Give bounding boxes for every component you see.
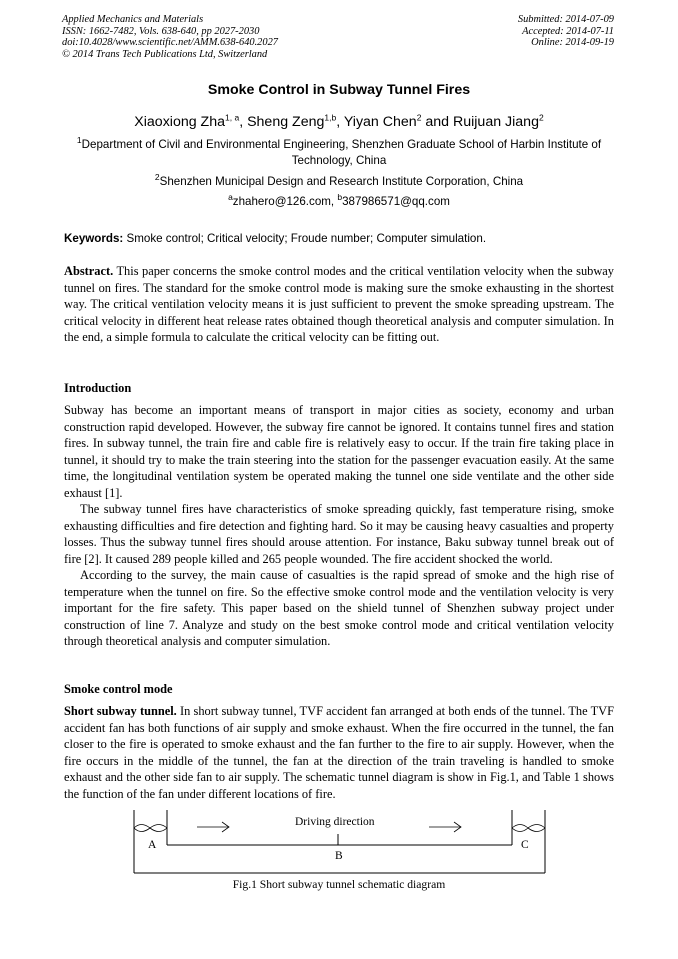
author-separator: , (239, 114, 248, 130)
email-address: 387986571@qq.com (342, 195, 450, 208)
author-emails (0, 192, 678, 208)
author-affiliation-mark: 1,b (324, 112, 337, 123)
affiliation-2 (64, 174, 614, 190)
author-affiliation-mark: 1, a (225, 112, 240, 123)
abstract-text: This paper concerns the smoke control modes and the critical ventilation velocity when the subway tunnel on fires. The standard for the smoke control mode is making sure the smoke exhausting in the shortest way. The critical ventilation velocity means it is just sufficient to prevent the smoke spreading upstream. The critical velocity in different heat release rates obtained though theoretical analysis and computer simulation. In the end, a simple formula to calculate the critical velocity can be fitting out. (64, 264, 614, 344)
direction-arrow-left-icon (197, 822, 229, 832)
journal-issn: ISSN: 1662-7482, Vols. 638-640, pp 2027-2030 (62, 25, 260, 37)
email-mark: a (228, 192, 233, 203)
keywords (64, 232, 616, 245)
introduction-heading: Introduction (64, 381, 132, 395)
figure-caption: Fig.1 Short subway tunnel schematic diagram (232, 878, 446, 891)
intro-paragraph-1: Subway has become an important means of transport in major cities as society, economy and urban construction rapid developed. However, the subway fire cannot be ignored. It contains tunnel fires and station fires. In subway tunnel, the train fire and cable fire is relatively easy to occur. If the train fire taking place in tunnel, it should try to make the train steering into the station for the passenger evacuation easily. At the same time, the longitudinal ventilation system be operated making the tunnel one side ventilate and the other side exhaust [1]. (64, 403, 614, 500)
journal-doi: doi:10.4028/www.scientific.net/AMM.638-640.2027 (62, 37, 278, 48)
direction-arrow-right-icon (429, 822, 461, 832)
author-affiliation-mark: 2 (416, 112, 422, 123)
email-address: zhahero@126.com, (232, 195, 338, 208)
keywords-text: Smoke control; Critical velocity; Froude number; Computer simulation. (123, 232, 487, 245)
author-separator: and (421, 114, 453, 130)
author-list (0, 114, 678, 130)
author-affiliation-mark: 2 (538, 112, 544, 123)
smoke-control-body (64, 703, 614, 802)
intro-paragraph-3: According to the survey, the main cause of casualties is the rapid spread of smoke and the high rise of temperature when the tunnel on fire. So the effective smoke control mode and the ventilation velocity is very important for the fire safety. This paper based on the shield tunnel of Shenzhen subway project under construction of line 7. Analyze and study on the best smoke control mode and critical ventilation velocity through theoretical analysis and computer simulation. (64, 568, 614, 648)
affiliation-mark: 2 (154, 172, 160, 183)
submitted-date: Submitted: 2014-07-09 (517, 14, 614, 25)
author-name: Xiaoxiong Zha (134, 114, 225, 130)
abstract (64, 263, 614, 346)
subsection-text: In short subway tunnel, TVF accident fan arranged at both ends of the tunnel. The TVF accident fan has both functions of air supply and smoke exhaust. When the fire occurred in the tunnel, the fan closer to the fire is operated to smoke exhaust and the fan further to the fire to air supply. However, when the fire occurs in the middle of the tunnel, the fan at the direction of the train traveling is handled to smoke exhaust and the other side fan to air supply. The schematic tunnel diagram is show in Fig.1, and Table 1 shows the function of the fan under different locations of fire. (64, 704, 614, 801)
online-date: Online: 2014-09-19 (531, 37, 614, 48)
point-b-label: B (335, 850, 343, 862)
author-name: Ruijuan Jiang (452, 114, 539, 130)
submission-dates (518, 14, 614, 49)
affiliation-mark: 1 (76, 135, 82, 146)
affiliation-text: Shenzhen Municipal Design and Research Institute Corporation, China (159, 175, 524, 188)
point-c-label: C (521, 839, 529, 851)
author-name: Sheng Zeng (247, 114, 325, 130)
fan-right-icon (512, 825, 545, 832)
driving-direction-label: Driving direction (295, 816, 375, 828)
journal-info (62, 14, 278, 60)
subsection-label: Short subway tunnel. (64, 704, 177, 718)
affiliation-1 (64, 137, 614, 169)
accepted-date: Accepted: 2014-07-11 (522, 25, 614, 37)
intro-paragraph-2: The subway tunnel fires have characteristics of smoke spreading quickly, fast temperature rising, smoke exhausting difficulties and fire detection and fighting hard. So it may be causing heavy casualties and property losses. Thus the subway tunnel fires should arouse attention. For instance, Baku subway tunnel break out of fire [2]. It caused 289 people killed and 265 people wounded. The fire accident shocked the world. (64, 502, 614, 566)
smoke-control-heading: Smoke control mode (64, 682, 173, 696)
paper-title: Smoke Control in Subway Tunnel Fires (207, 82, 471, 98)
affiliation-text: Department of Civil and Environmental Engineering, Shenzhen Graduate School of Harbin Institute of Technology, China (81, 138, 602, 167)
journal-copyright: © 2014 Trans Tech Publications Ltd, Switzerland (62, 48, 268, 60)
introduction-body (64, 402, 614, 650)
keywords-label: Keywords: (64, 232, 124, 245)
author-name: Yiyan Chen (343, 114, 417, 130)
fan-left-icon (134, 825, 167, 832)
point-a-label: A (148, 839, 157, 851)
email-mark: b (337, 192, 343, 203)
author-separator: , (336, 114, 344, 130)
journal-name: Applied Mechanics and Materials (62, 14, 204, 25)
abstract-label: Abstract. (64, 264, 114, 278)
tunnel-schematic-figure (131, 810, 549, 874)
